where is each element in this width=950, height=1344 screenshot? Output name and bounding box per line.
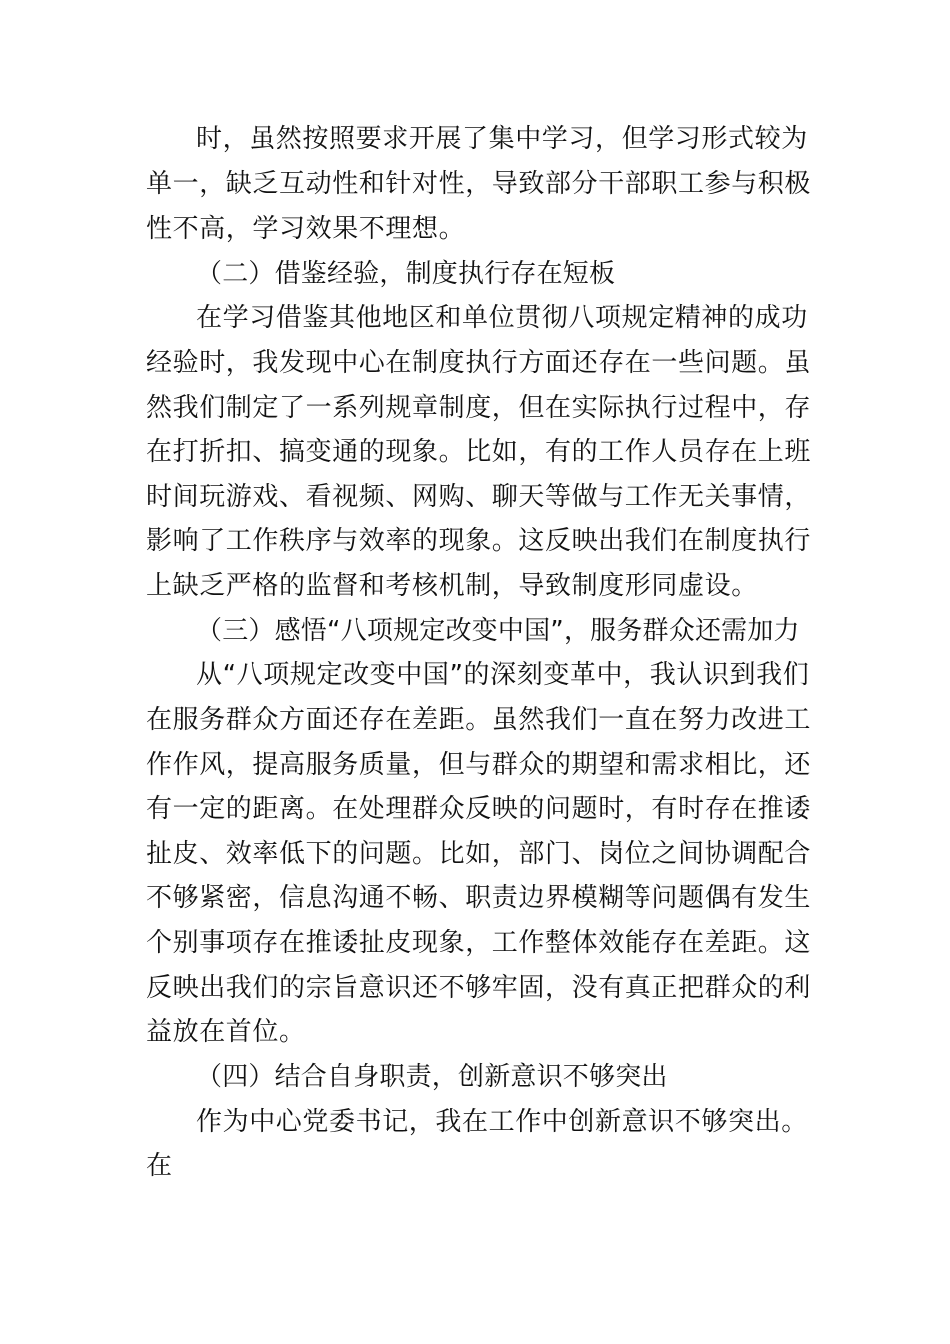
text-line: 个别事项存在推诿扯皮现象，工作整体效能存在差距。这: [146, 928, 812, 958]
text-line: 作为中心党委书记，我在工作中创新意识不够突出。: [196, 1107, 808, 1137]
text-line: 时，虽然按照要求开展了集中学习，但学习形式较为: [196, 124, 808, 154]
section-heading: （三）感悟“八项规定改变中国”，服务群众还需加力: [196, 616, 800, 646]
text-line: 上缺乏严格的监督和考核机制，导致制度形同虚设。: [146, 571, 758, 601]
text-line: 扯皮、效率低下的问题。比如，部门、岗位之间协调配合: [146, 839, 812, 869]
text-line: 在服务群众方面还存在差距。虽然我们一直在努力改进工: [146, 705, 812, 735]
text-line: 性不高，学习效果不理想。: [146, 214, 466, 244]
section-heading: （四）结合自身职责，创新意识不够突出: [196, 1062, 668, 1092]
text-line: 时间玩游戏、看视频、网购、聊天等做与工作无关事情，: [146, 482, 812, 512]
text-line: 在打折扣、搞变通的现象。比如，有的工作人员存在上班: [146, 437, 812, 467]
text-line: 有一定的距离。在处理群众反映的问题时，有时存在推诿: [146, 794, 812, 824]
text-line: 从“八项规定改变中国”的深刻变革中，我认识到我们: [196, 660, 810, 690]
text-line: 影响了工作秩序与效率的现象。这反映出我们在制度执行: [146, 526, 812, 556]
text-line: 在: [146, 1151, 173, 1181]
text-line: 在学习借鉴其他地区和单位贯彻八项规定精神的成功: [196, 303, 808, 333]
text-line: 反映出我们的宗旨意识还不够牢固，没有真正把群众的利: [146, 973, 812, 1003]
text-line: 经验时，我发现中心在制度执行方面还存在一些问题。虽: [146, 348, 812, 378]
section-heading: （二）借鉴经验，制度执行存在短板: [196, 259, 616, 289]
text-line: 单一，缺乏互动性和针对性，导致部分干部职工参与积极: [146, 169, 812, 199]
text-line: 益放在首位。: [146, 1017, 306, 1047]
text-line: 作作风，提高服务质量，但与群众的期望和需求相比，还: [146, 750, 812, 780]
text-line: 不够紧密，信息沟通不畅、职责边界模糊等问题偶有发生: [146, 883, 812, 913]
text-line: 然我们制定了一系列规章制度，但在实际执行过程中，存: [146, 393, 812, 423]
